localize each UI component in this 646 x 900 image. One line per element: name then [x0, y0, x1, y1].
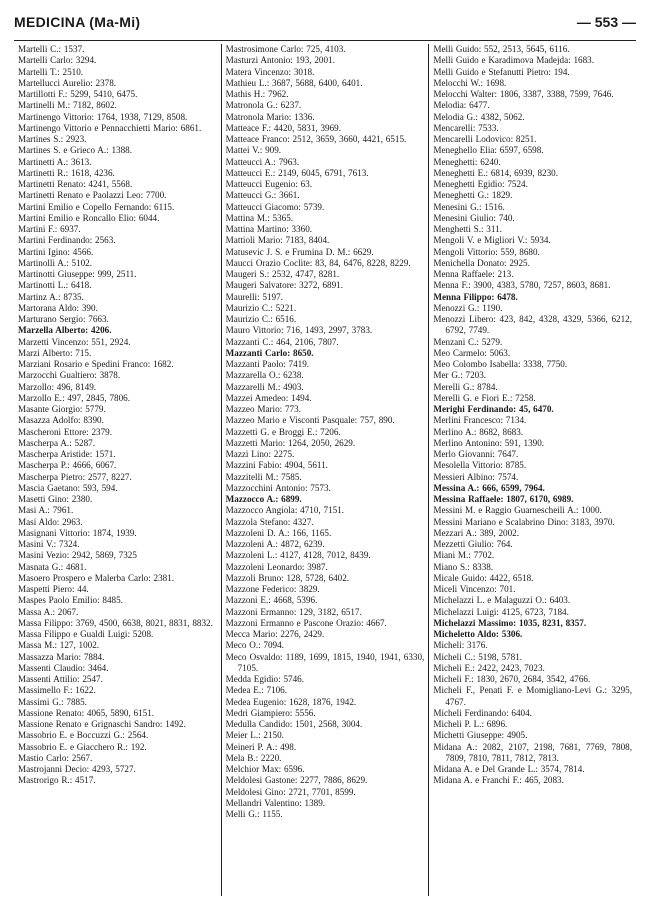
index-entry: Marzi Alberto: 715. — [18, 347, 92, 358]
index-entry: Martinetti Renato e Paolazzi Leo: 7700. — [18, 190, 167, 201]
index-entry: Martines S.: 2923. — [18, 134, 87, 144]
index-entry: Matteace Franco: 2512, 3659, 3660, 4421, 6515. — [225, 134, 407, 144]
index-entry: Mazzoleni D. A.: 166, 1165. — [225, 527, 332, 538]
index-entry: Mathis H.: 7962. — [225, 89, 289, 99]
index-entry: Martinolli A.: 5102. — [18, 257, 92, 268]
index-entry: Martelli T.: 2510. — [18, 66, 84, 77]
index-entry: Mela B.: 2220. — [225, 752, 282, 763]
index-entry: Melodia G.: 4382, 5062. — [433, 111, 525, 122]
index-entry: Midana A.: 2082, 2107, 2198, 7681, 7769, 7808, 7809, 7810, 7811, 7812, 7813. — [433, 741, 633, 763]
index-entry: Menozzi G.: 1190. — [433, 302, 503, 313]
index-entry: Matusevic J. S. e Frumina D. M.: 6629. — [225, 246, 374, 257]
index-entry: Merlo Giovanni: 7647. — [433, 449, 519, 459]
index-entry: Melocchi Walter: 1806, 3387, 3388, 7599, 7646. — [433, 89, 614, 99]
index-entry: Masnata G.: 4681. — [18, 561, 87, 572]
index-entry: Mazzone Federico: 3829. — [225, 584, 320, 594]
index-entry: Mastio Carlo: 2567. — [18, 752, 93, 763]
index-entry: Melli Guido: 552, 2513, 5645, 6116. — [433, 44, 570, 54]
index-entry: Mazzoni E.: 4668, 5396. — [225, 595, 318, 606]
index-entry: Maucci Orazio Coclite: 83, 84, 6476, 8228, 8229. — [225, 257, 411, 268]
index-entry: Marzocchi Gualtiero: 3878. — [18, 370, 121, 381]
index-entry: Massa Filippo e Gualdi Luigi: 5208. — [18, 629, 154, 639]
index-entry: Massione Renato e Grignaschi Sandro: 1492. — [18, 719, 186, 729]
index-entry: Micheli Ferdinando: 6404. — [433, 707, 532, 718]
index-entry: Michetti Giuseppe: 4905. — [433, 730, 528, 741]
index-entry: Messini Mariano e Scalabrino Dino: 3183, 3970. — [433, 516, 615, 527]
index-entry: Menesini G.: 1516. — [433, 201, 505, 212]
index-entry: Mengoli V. e Migliori V.: 5934. — [433, 235, 551, 246]
index-entry: Martelli Carlo: 3294. — [18, 55, 97, 66]
index-entry: Miano S.: 8338. — [433, 561, 494, 572]
index-entry: Martinotti Giuseppe: 999, 2511. — [18, 269, 137, 279]
index-entry: Mazzocco A.: 6899. — [225, 494, 302, 504]
index-entry: Mattei V.: 909. — [225, 145, 282, 156]
index-entry: Meo Carmelo: 5063. — [433, 347, 511, 358]
index-entry: Martillotti F.: 5299, 5410, 6475. — [18, 89, 138, 99]
index-entry: Merlino A.: 8682, 8683. — [433, 426, 524, 437]
index-entry: Medea E.: 7106. — [225, 685, 287, 696]
index-entry: Massobrio E. e Giacchero R.: 192. — [18, 741, 147, 752]
index-entry: Martini Emilio e Roncallo Elio: 6044. — [18, 212, 160, 223]
index-entry: Menna Raffaele: 213. — [433, 269, 514, 279]
index-entry: Mazzei Amedeo: 1494. — [225, 392, 312, 403]
index-entry: Matronola G.: 6237. — [225, 100, 302, 111]
index-entry: Mencarelli Lodovico: 8251. — [433, 134, 537, 144]
index-entry: Mazzeo Mario: 773. — [225, 404, 301, 414]
index-entry: Messini M. e Raggio Guarnescheili A.: 1000. — [433, 505, 602, 516]
index-entry: Mazzetti G. e Broggi E.: 7206. — [225, 426, 341, 437]
index-entry: Menna F.: 3900, 4383, 5780, 7257, 8603, 8681. — [433, 280, 611, 291]
index-entry: Martinetti A.: 3613. — [18, 156, 92, 167]
index-entry: Matteucci G.: 3661. — [225, 190, 300, 201]
index-entry: Martinelli M.: 7182, 8602. — [18, 100, 117, 111]
index-entry: Maspes Paolo Emilio: 8485. — [18, 595, 123, 606]
index-entry: Martelli C.: 1537. — [18, 44, 85, 54]
index-entry: Merelli G.: 8784. — [433, 381, 498, 392]
index-entry: Mazzocchini Antonio: 7573. — [225, 482, 331, 493]
index-entry: Mazzoleni L.: 4127, 4128, 7012, 8439. — [225, 550, 371, 561]
index-entry: Mathieu L.: 3687, 5688, 6400, 6401. — [225, 77, 363, 88]
index-entry: Masini V.: 7324. — [18, 539, 80, 549]
index-entry: Micheli C.: 5198, 5781. — [433, 651, 523, 662]
index-entry: Melli Guido e Karadimova Madejda: 1683. — [433, 55, 594, 66]
index-entry: Maurizio C.: 6516. — [225, 314, 297, 324]
index-entry: Meneghetti G.: 1829. — [433, 190, 513, 201]
index-entry: Maurizio C.: 5221. — [225, 302, 297, 313]
index-entry: Masetti Gino: 2380. — [18, 494, 93, 504]
index-entry: Midana A. e Del Grande L.: 3574, 7814. — [433, 764, 585, 774]
index-entry: Mattioli Mario: 7183, 8404. — [225, 235, 330, 246]
index-entry: Martinetti Renato: 4241, 5568. — [18, 179, 133, 189]
index-entry: Mazzoni Ermanno e Pascone Orazio: 4667. — [225, 617, 387, 628]
index-entry: Matteucci E.: 2149, 6045, 6791, 7613. — [225, 167, 369, 178]
index-entry: Micheli E.: 2422, 2423, 7023. — [433, 662, 545, 673]
index-entry: Messina A.: 666, 6599, 7964. — [433, 482, 545, 493]
index-entry: Mascherpa A.: 5287. — [18, 437, 96, 448]
index-entry: Mascherpa P.: 4666, 6067. — [18, 460, 117, 471]
index-entry: Mazzoleni A.: 4872, 6239. — [225, 539, 325, 549]
index-column-3 — [428, 44, 636, 896]
index-entry: Maugeri Salvatore: 3272, 6891. — [225, 280, 343, 291]
index-entry: Mazzoni Ermanno: 129, 3182, 6517. — [225, 606, 362, 617]
index-column-1 — [14, 44, 221, 896]
index-entry: Micheli F.: 1830, 2670, 2684, 3542, 4766. — [433, 674, 591, 684]
index-entry: Maurelli: 5197. — [225, 291, 283, 302]
index-entry: Martorana Aldo: 390. — [18, 302, 98, 313]
index-entry: Matera Vincenzo: 3018. — [225, 66, 315, 77]
index-entry: Masoero Prospero e Malerba Carlo: 2381. — [18, 572, 175, 583]
index-entry: Mazzoleni Leonardo: 3987. — [225, 561, 328, 572]
index-entry: Meneghetti: 6240. — [433, 156, 501, 167]
index-entry: Mazzola Stefano: 4327. — [225, 516, 314, 527]
index-entry: Matteucci Eugenio: 63. — [225, 179, 313, 189]
index-entry: Mazzetti Mario: 1264, 2050, 2629. — [225, 437, 356, 448]
index-entry: Massione Renato: 4065, 5890, 6151. — [18, 707, 155, 718]
index-entry: Massazza Mario: 7884. — [18, 651, 105, 662]
index-entry: Massimi G.: 7885. — [18, 696, 87, 707]
section-title: MEDICINA (Ma-Mi) — [14, 14, 141, 30]
index-entry: Matronola Mario: 1336. — [225, 111, 315, 122]
index-entry: Martellucci Aurelio: 2378. — [18, 77, 117, 88]
index-entry: Massobrio E. e Boccuzzi G.: 2564. — [18, 730, 149, 741]
index-entry: Merighi Ferdinando: 45, 6470. — [433, 404, 554, 414]
index-entry: Marzollo E.: 497, 2845, 7806. — [18, 392, 130, 403]
index-entry: Mazzi Lino: 2275. — [225, 449, 295, 459]
index-entry: Mencarelli: 7533. — [433, 122, 499, 133]
index-entry: Mesolella Vittorio: 8785. — [433, 460, 527, 471]
index-entry: Martines S. e Grieco A.: 1388. — [18, 145, 133, 156]
index-entry: Masturzi Antonio: 193, 2001. — [225, 55, 335, 66]
index-entry: Mascia Gaetano: 593, 594. — [18, 482, 118, 493]
index-entry: Martinz A.: 8735. — [18, 291, 84, 302]
index-entry: Matteucci Giacomo: 5739. — [225, 201, 325, 212]
index-entry: Martini Ferdinando: 2563. — [18, 235, 116, 246]
index-entry: Mazzarelli M.: 4903. — [225, 381, 304, 392]
index-entry: Masignani Vittorio: 1874, 1939. — [18, 527, 137, 538]
index-entry: Micheli P. L.: 6896. — [433, 719, 508, 729]
index-entry: Martini Igino: 4566. — [18, 246, 94, 257]
index-entry: Massenti Attilio: 2547. — [18, 674, 103, 684]
index-entry: Miceli Vincenzo: 701. — [433, 584, 516, 594]
index-entry: Martini F.: 6937. — [18, 224, 81, 234]
index-entry: Mezzari A.: 389, 2002. — [433, 527, 519, 538]
index-entry: Melodia: 6477. — [433, 100, 490, 111]
index-entry: Merlini Francesco: 7134. — [433, 415, 527, 426]
index-entry: Michelazzi L. e Malaguzzi O.: 6403. — [433, 595, 571, 606]
index-entry: Mastrorigo R.: 4517. — [18, 775, 96, 786]
index-entry: Mastrojanni Decio: 4293, 5727. — [18, 764, 136, 774]
index-entry: Marzella Alberto: 4206. — [18, 325, 112, 336]
index-entry: Mascherpa Pietro: 2577, 8227. — [18, 471, 132, 482]
index-entry: Menesini Giulio: 740. — [433, 212, 515, 223]
index-entry: Messina Raffaele: 1807, 6170, 6989. — [433, 494, 574, 504]
index-entry: Marziani Rosario e Spedini Franco: 1682. — [18, 359, 174, 369]
index-entry: Mazzitelli M.: 7585. — [225, 471, 302, 482]
index-entry: Meneghello Elia: 6597, 6598. — [433, 145, 544, 156]
index-entry: Merlino Antonino: 591, 1390. — [433, 437, 545, 448]
index-entry: Mengoli Vittorio: 559, 8680. — [433, 246, 540, 257]
index-entry: Massa A.: 2067. — [18, 606, 79, 617]
index-entry: Micale Guido: 4422, 6518. — [433, 572, 534, 583]
index-entry: Meo Colombo Isabella: 3338, 7750. — [433, 359, 568, 369]
index-entry: Martinotti L.: 6418. — [18, 280, 92, 291]
index-entry: Medea Eugenio: 1628, 1876, 1942. — [225, 696, 357, 707]
index-entry: Meco O.: 7094. — [225, 640, 284, 651]
index-entry: Mazzeo Mario e Visconti Pasquale: 757, 890. — [225, 415, 395, 426]
index-entry: Marzetti Vincenzo: 551, 2924. — [18, 336, 131, 347]
index-entry: Martinetti R.: 1618, 4236. — [18, 167, 115, 178]
index-entry: Massenti Claudio: 3464. — [18, 662, 109, 673]
index-column-2 — [221, 44, 429, 896]
index-entry: Mascheroni Ettore: 2379. — [18, 426, 113, 437]
page-header — [14, 8, 636, 34]
index-entry: Meineri P. A.: 498. — [225, 741, 297, 752]
index-entry: Meldolesi Gastone: 2277, 7886, 8629. — [225, 775, 368, 786]
index-entry: Martini Emilio e Copello Fernando: 6115. — [18, 201, 175, 212]
index-entry: Mazzanti Paolo: 7419. — [225, 359, 310, 369]
index-entry: Medda Egidio: 5746. — [225, 674, 304, 684]
index-entry: Maugeri S.: 2532, 4747, 8281. — [225, 269, 340, 279]
index-entry: Matteace F.: 4420, 5831, 3969. — [225, 122, 341, 133]
index-entry: Masi A.: 7961. — [18, 505, 74, 516]
index-entry: Masini Vezio: 2942, 5869, 7325 — [18, 550, 137, 561]
index-entry: Menzani C.: 5279. — [433, 336, 503, 347]
index-entry: Mastrosimone Carlo: 725, 4103. — [225, 44, 346, 54]
index-entry: Meier L.: 2150. — [225, 730, 284, 741]
index-entry: Mer G.: 7203. — [433, 370, 487, 381]
index-entry: Melli Guido e Stefanutti Pietro: 194. — [433, 66, 570, 77]
index-entry: Maspetti Piero: 44. — [18, 584, 89, 594]
index-entry: Medulla Candido: 1501, 2568, 3004. — [225, 719, 363, 729]
index-entry: Michelazzi Massimo: 1035, 8231, 8357. — [433, 617, 587, 628]
index-entry: Merelli G. e Fiori E.: 7258. — [433, 392, 536, 403]
index-entry: Mazzanti Carlo: 8650. — [225, 347, 314, 358]
index-entry: Masante Giorgio: 5779. — [18, 404, 106, 414]
index-entry: Marzollo: 496, 8149. — [18, 381, 97, 392]
index-entry: Melocchi W.: 1698. — [433, 77, 507, 88]
index-entry: Mattina Martino: 3360. — [225, 224, 313, 234]
index-entry: Michelazzi Luigi: 4125, 6723, 7184. — [433, 606, 569, 617]
index-entry: Meneghetti E.: 6814, 6939, 8230. — [433, 167, 559, 178]
index-entry: Miani M.: 7702. — [433, 550, 495, 561]
index-entry: Mazzanti C.: 464, 2106, 7807. — [225, 336, 339, 347]
index-entry: Mazzocco Angiola: 4710, 7151. — [225, 505, 344, 516]
index-entry: Mecca Mario: 2276, 2429. — [225, 629, 325, 639]
index-entry: Mazzoli Bruno: 128, 5728, 6402. — [225, 572, 350, 583]
index-entry: Medri Giampiero: 5556. — [225, 707, 316, 718]
index-entry: Melchior Max: 6596. — [225, 764, 305, 774]
index-entry: Micheli F., Penati F. e Momigliano-Levi G.: 3295, 4767. — [433, 685, 633, 707]
index-columns — [14, 44, 636, 896]
index-entry: Matteucci A.: 7963. — [225, 156, 300, 167]
index-entry: Mascherpa Aristide: 1571. — [18, 449, 116, 459]
index-entry: Massa M.: 127, 1002. — [18, 640, 100, 651]
index-entry: Menozzi Libero: 423, 842, 4328, 4329, 5366, 6212, 6792, 7749. — [433, 314, 633, 336]
index-entry: Massa Filippo: 3769, 4500, 6638, 8021, 8831, 8832. — [18, 617, 213, 628]
index-entry: Menichella Donato: 2925. — [433, 257, 530, 268]
index-entry: Midana A. e Franchi F.: 465, 2083. — [433, 775, 564, 786]
index-entry: Mazzini Fabio: 4904, 5611. — [225, 460, 328, 471]
page-number: — 553 — — [576, 14, 636, 30]
index-entry: Martinengo Vittorio: 1764, 1938, 7129, 8508. — [18, 111, 188, 122]
index-entry: Meldolesi Gino: 2721, 7701, 8599. — [225, 786, 356, 797]
index-entry: Mattina M.: 5365. — [225, 212, 294, 223]
index-entry: Micheli: 3176. — [433, 640, 488, 651]
index-entry: Mellandri Valentino: 1389. — [225, 797, 326, 808]
index-entry: Massimello F.: 1622. — [18, 685, 96, 696]
index-entry: Marturano Sergio: 7663. — [18, 314, 109, 324]
index-entry: Menghetti S.: 311. — [433, 224, 502, 234]
index-entry: Meneghetti Egidio: 7524. — [433, 179, 528, 189]
header-rule — [14, 40, 636, 41]
index-entry: Mazzarella O.: 6238. — [225, 370, 304, 381]
index-entry: Masi Aldo: 2963. — [18, 516, 83, 527]
index-entry: Micheletto Aldo: 5306. — [433, 629, 523, 639]
index-entry: Menna Filippo: 6478. — [433, 291, 518, 302]
index-entry: Martinengo Vittorio e Pennacchietti Mario: 6861. — [18, 122, 202, 133]
index-entry: Meco Osvaldo: 1189, 1699, 1815, 1940, 1941, 6330, 7105. — [225, 651, 425, 673]
index-entry: Mezzetti Giulio: 764. — [433, 539, 513, 549]
index-entry: Melli G.: 1155. — [225, 809, 283, 819]
index-entry: Messieri Albino: 7574. — [433, 471, 519, 482]
index-entry: Mauro Vittorio: 716, 1493, 2997, 3783. — [225, 325, 373, 336]
index-entry: Masazza Adolfo: 8390. — [18, 415, 104, 426]
